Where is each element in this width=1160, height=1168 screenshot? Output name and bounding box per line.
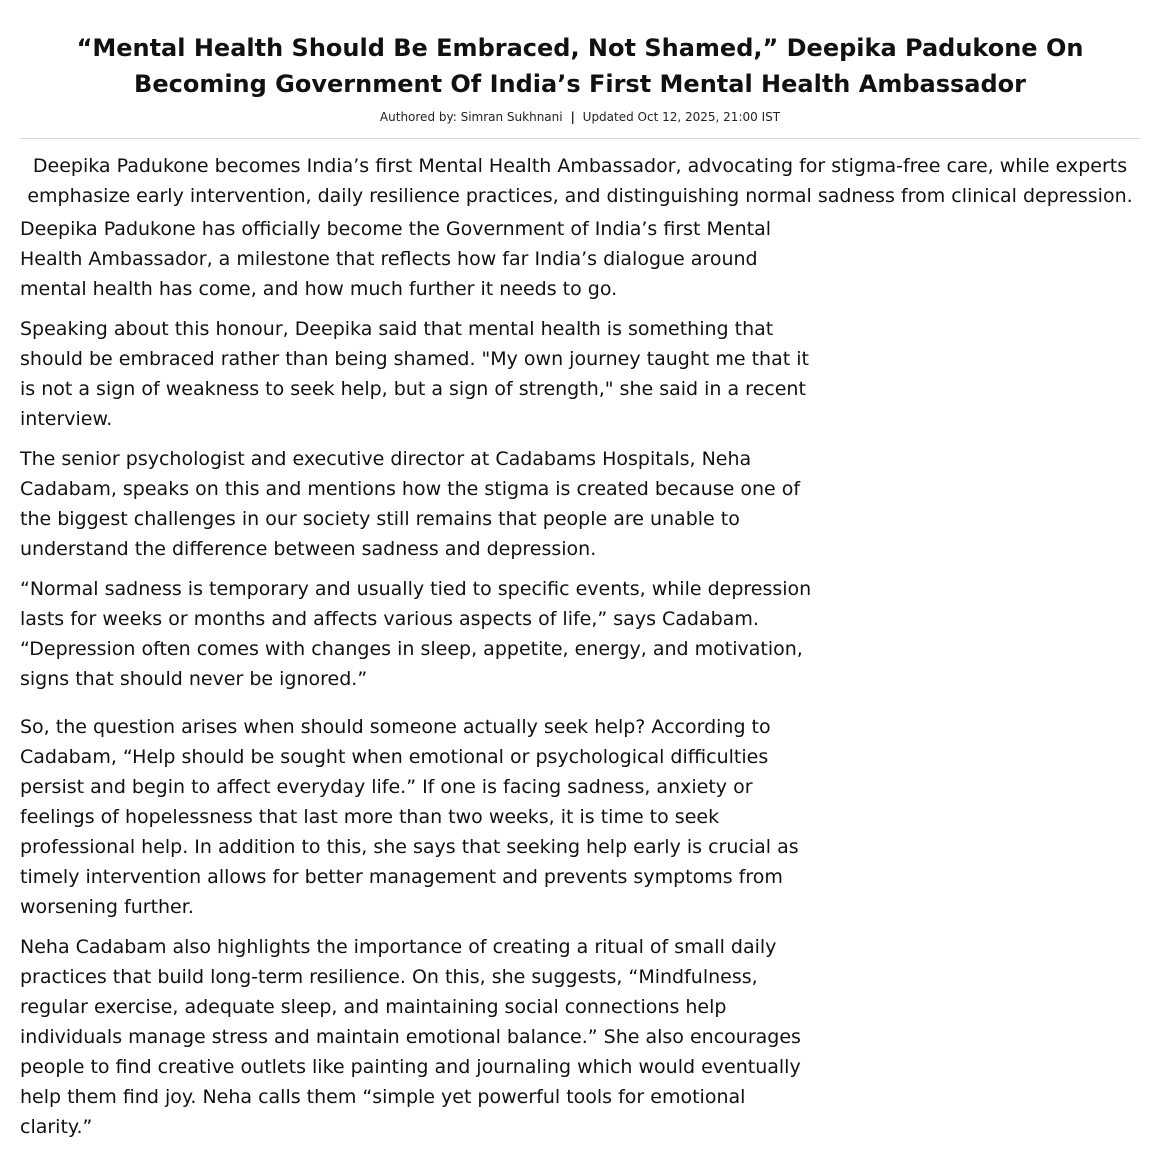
- bottom-fade-overlay: [0, 1142, 1160, 1168]
- body-paragraph-6: Neha Cadabam also highlights the importance of creating a ritual of small daily practices that build long-term resilience. On this, she suggests, “Mindfulness, regular exercise, adequate sleep, and maintaining social connections help individuals manage stress and maintain emotional balance.” She also encourages people to find creative outlets like painting and journaling which would eventually help them find joy. Neha calls them “simple yet powerful tools for emotional clarity.”: [20, 936, 801, 1138]
- body-paragraph-3: The senior psychologist and executive director at Cadabams Hospitals, Neha Cadabam, speaks on this and mentions how the stigma is created because one of the biggest challenges in our society still remains that people are unable to understand the difference between sadness and depression.: [20, 448, 801, 560]
- body-paragraph-4: “Normal sadness is temporary and usually tied to specific events, while depression lasts for weeks or months and affects various aspects of life,” says Cadabam. “Depression often comes with changes in sleep, appetite, energy, and motivation, signs that should never be ignored.”: [20, 578, 812, 690]
- byline-separator: |: [570, 110, 575, 124]
- article-container: [20, 30, 1140, 1152]
- author-credit: Authored by: Simran Sukhnani: [379, 110, 563, 124]
- body-paragraph-5: So, the question arises when should someone actually seek help? According to Cadabam, “Help should be sought when emotional or psychological difficulties persist and begin to affect everyday life.” If one is facing sadness, anxiety or feelings of hopelessness that last more than two weeks, it is time to seek professional help. In addition to this, she says that seeking help early is crucial as timely intervention allows for better management and prevents symptoms from worsening further.: [20, 716, 799, 918]
- article-byline: [20, 108, 1140, 126]
- article-body: [20, 214, 820, 1142]
- article-summary: Deepika Padukone becomes India’s first Mental Health Ambassador, advocating for stigma-free care, while experts emphasize early intervention, daily resilience practices, and distinguishing normal sadness from clinical depression.: [27, 155, 1133, 207]
- body-paragraph-1: Deepika Padukone has officially become the Government of India’s first Mental Health Ambassador, a milestone that reflects how far India’s dialogue around mental health has come, and how much further it needs to go.: [20, 218, 772, 300]
- body-paragraph-2: Speaking about this honour, Deepika said that mental health is something that should be embraced rather than being shamed. "My own journey taught me that it is not a sign of weakness to seek help, but a sign of strength," she said in a recent interview.: [20, 318, 809, 430]
- updated-timestamp: Updated Oct 12, 2025, 21:00 IST: [582, 110, 781, 124]
- header-divider: [20, 138, 1140, 139]
- article-headline: “Mental Health Should Be Embraced, Not Shamed,” Deepika Padukone On Becoming Government Of India’s First Mental Health Ambassador: [76, 34, 1084, 98]
